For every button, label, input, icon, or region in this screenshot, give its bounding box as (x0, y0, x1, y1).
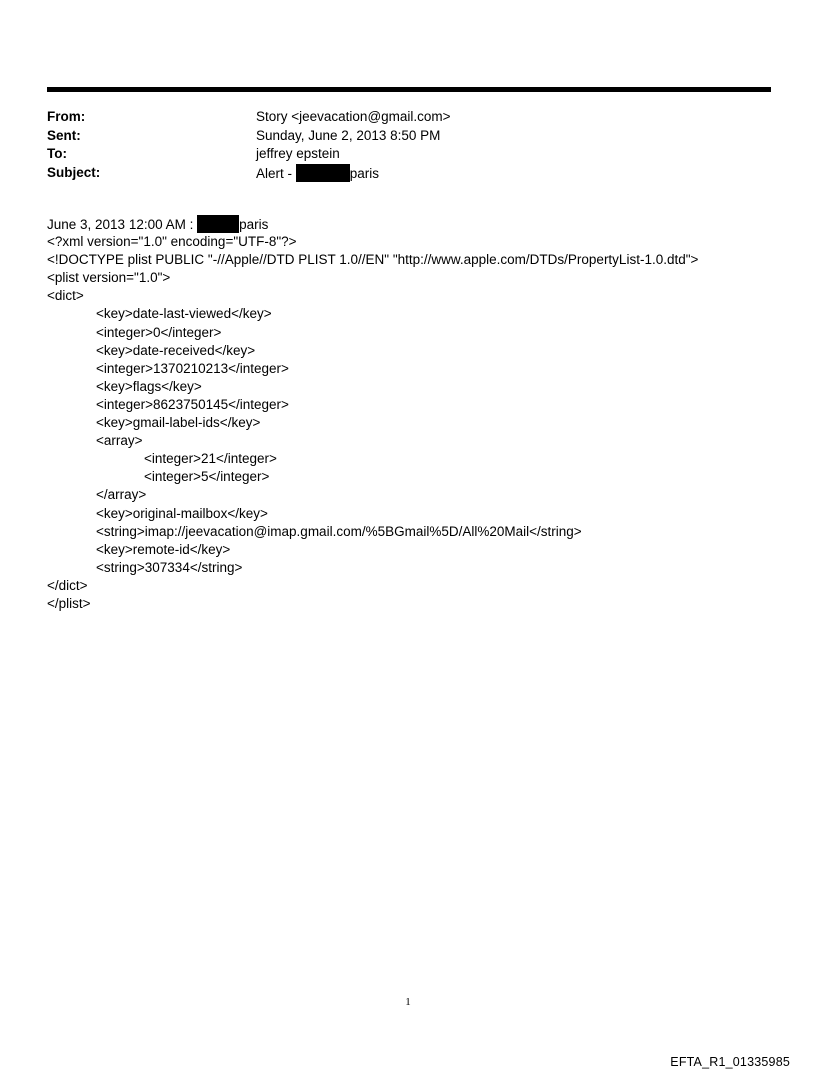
redaction-box (197, 215, 239, 233)
from-value: Story <jeevacation@gmail.com> (256, 109, 451, 124)
redaction-box (296, 164, 350, 182)
subject-label: Subject: (47, 164, 101, 180)
body-line: <integer>5</integer> (144, 469, 270, 485)
date-line-prefix: June 3, 2013 12:00 AM : (47, 217, 198, 232)
email-body (47, 215, 787, 613)
subject-suffix: paris (349, 165, 380, 181)
body-line: <integer>8623750145</integer> (96, 396, 289, 412)
email-header (47, 108, 771, 182)
body-line: <key>date-received</key> (96, 342, 256, 358)
body-line: <string>307334</string> (96, 559, 243, 575)
from-label: From: (47, 109, 86, 124)
to-label: To: (47, 146, 67, 161)
body-line: <!DOCTYPE plist PUBLIC "-//Apple//DTD PLIST 1.0//EN" "http://www.apple.com/DTDs/PropertyList-1.0.dtd"> (47, 252, 699, 268)
date-line (47, 215, 787, 233)
body-line: </array> (96, 487, 147, 503)
page-number: 1 (405, 996, 411, 1008)
body-line: </plist> (47, 595, 91, 611)
from-row (47, 108, 771, 127)
sent-value: Sunday, June 2, 2013 8:50 PM (256, 127, 441, 143)
date-line-suffix: paris (239, 217, 269, 232)
sent-row (47, 127, 771, 146)
body-line: <key>date-last-viewed</key> (96, 306, 272, 322)
body-line: <integer>21</integer> (144, 451, 277, 467)
to-row (47, 145, 771, 164)
body-line: <?xml version="1.0" encoding="UTF-8"?> (47, 234, 297, 250)
sent-label: Sent: (47, 127, 81, 143)
subject-prefix: Alert - (256, 165, 296, 181)
body-line: <key>flags</key> (96, 378, 202, 394)
body-line: <key>gmail-label-ids</key> (96, 415, 261, 431)
body-line: </dict> (47, 577, 88, 593)
body-line: <integer>0</integer> (96, 324, 222, 340)
body-line: <key>remote-id</key> (96, 541, 231, 557)
subject-row (47, 164, 771, 183)
body-line: <integer>1370210213</integer> (96, 360, 289, 376)
document-id: EFTA_R1_01335985 (670, 1055, 790, 1069)
body-line: <dict> (47, 288, 84, 304)
body-line: <plist version="1.0"> (47, 270, 171, 286)
body-line: <array> (96, 433, 143, 449)
header-divider (47, 87, 771, 92)
body-line: <string>imap://jeevacation@imap.gmail.com/%5BGmail%5D/All%20Mail</string> (96, 523, 582, 539)
subject-value (256, 164, 379, 184)
body-line: <key>original-mailbox</key> (96, 505, 268, 521)
to-value: jeffrey epstein (256, 146, 340, 161)
